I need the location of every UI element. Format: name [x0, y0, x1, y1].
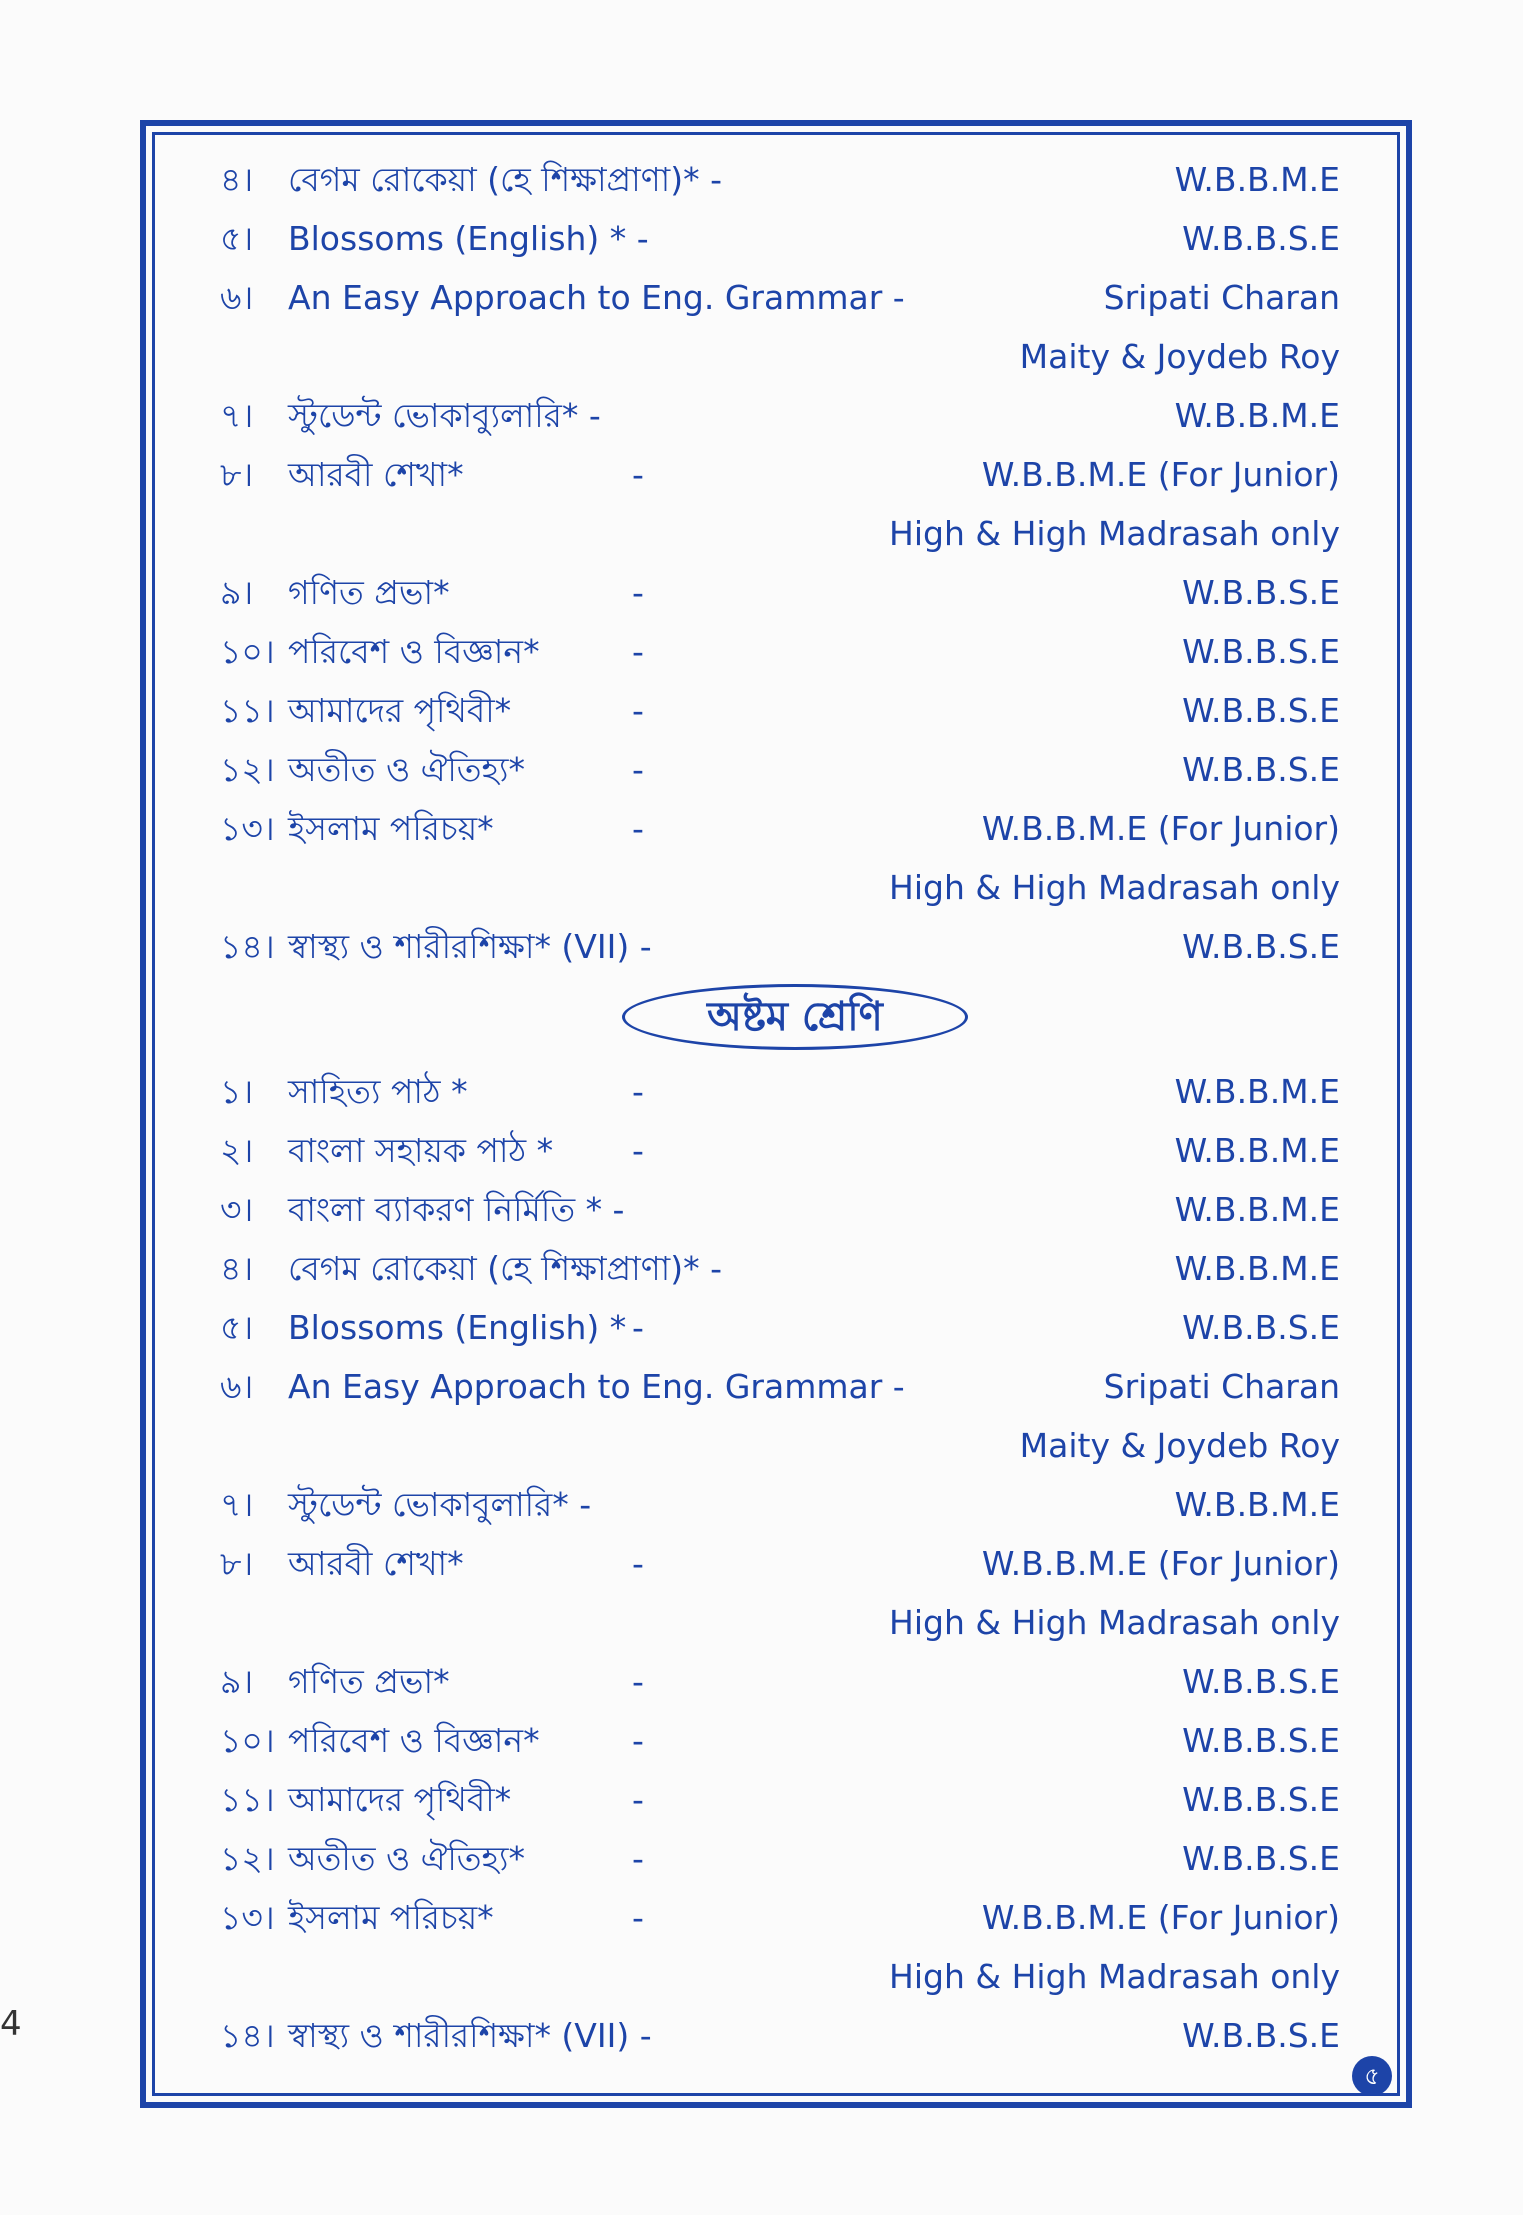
book-row — [220, 681, 1340, 740]
book-publisher: Sripati Charan — [1103, 278, 1340, 317]
book-row — [220, 1298, 1340, 1357]
book-number: ৩। — [220, 1190, 254, 1229]
book-number: ১২। — [220, 750, 275, 789]
book-publisher: W.B.B.M.E — [1174, 160, 1340, 199]
book-row-continuation — [220, 1593, 1340, 1652]
book-publisher: W.B.B.M.E — [1174, 1485, 1340, 1524]
book-row — [220, 1121, 1340, 1180]
book-number: ২। — [220, 1131, 254, 1170]
book-title: অতীত ও ঐতিহ্য* — [288, 750, 525, 789]
book-title: বাংলা সহায়ক পাঠ * — [288, 1131, 554, 1170]
book-number: ৬। — [220, 1367, 254, 1406]
book-title: আমাদের পৃথিবী* — [288, 1780, 512, 1819]
book-dash: - — [632, 809, 644, 848]
book-publisher: W.B.B.M.E (For Junior) — [981, 809, 1340, 848]
book-publisher: W.B.B.M.E — [1174, 1249, 1340, 1288]
book-title: An Easy Approach to Eng. Grammar - — [288, 278, 905, 317]
book-title: ইসলাম পরিচয়* — [288, 809, 494, 848]
book-publisher: W.B.B.S.E — [1182, 1839, 1340, 1878]
book-title: ইসলাম পরিচয়* — [288, 1898, 494, 1937]
book-row — [220, 1711, 1340, 1770]
book-title: আরবী শেখা* — [288, 1544, 464, 1583]
book-number: ৮। — [220, 455, 254, 494]
book-title: বাংলা ব্যাকরণ নির্মিতি * - — [288, 1190, 625, 1229]
book-number: ৯। — [220, 573, 254, 612]
book-publisher: W.B.B.S.E — [1182, 1780, 1340, 1819]
book-row — [220, 1829, 1340, 1888]
book-row — [220, 1888, 1340, 1947]
edge-page-number: 4 — [0, 2004, 22, 2044]
book-title: Blossoms (English) * — [288, 1308, 627, 1347]
book-number: ৪। — [220, 160, 254, 199]
book-publisher: W.B.B.M.E (For Junior) — [981, 1898, 1340, 1937]
book-row — [220, 1062, 1340, 1121]
book-publisher: W.B.B.M.E (For Junior) — [981, 455, 1340, 494]
book-row-continuation — [220, 504, 1340, 563]
book-number: ১৩। — [220, 809, 275, 848]
book-number: ১৩। — [220, 1898, 275, 1937]
book-title: স্বাস্থ্য ও শারীরশিক্ষা* (VII) - — [288, 2016, 652, 2055]
book-number: ১৪। — [220, 927, 275, 966]
book-publisher: W.B.B.S.E — [1182, 1721, 1340, 1760]
book-row — [220, 1770, 1340, 1829]
book-row — [220, 1652, 1340, 1711]
book-row — [220, 563, 1340, 622]
book-publisher: W.B.B.M.E — [1174, 1131, 1340, 1170]
book-publisher: W.B.B.S.E — [1182, 927, 1340, 966]
book-row — [220, 622, 1340, 681]
book-title: সাহিত্য পাঠ * — [288, 1072, 468, 1111]
book-number: ৫। — [220, 219, 254, 258]
book-row — [220, 1475, 1340, 1534]
book-publisher-continued: High & High Madrasah only — [889, 868, 1340, 907]
book-number: ৯। — [220, 1662, 254, 1701]
book-publisher: W.B.B.S.E — [1182, 219, 1340, 258]
book-dash: - — [632, 1131, 644, 1170]
book-dash: - — [632, 573, 644, 612]
book-title: স্টুডেন্ট ভোকাব্যুলারি* - — [288, 396, 601, 435]
book-title: আরবী শেখা* — [288, 455, 464, 494]
book-publisher: W.B.B.M.E — [1174, 1190, 1340, 1229]
book-dash: - — [632, 632, 644, 671]
book-row — [220, 740, 1340, 799]
book-row — [220, 209, 1340, 268]
book-row — [220, 1357, 1340, 1416]
book-dash: - — [632, 1662, 644, 1701]
class-seven-list — [220, 150, 1340, 976]
book-title: আমাদের পৃথিবী* — [288, 691, 512, 730]
book-row — [220, 1534, 1340, 1593]
book-row — [220, 268, 1340, 327]
book-number: ১২। — [220, 1839, 275, 1878]
book-title: অতীত ও ঐতিহ্য* — [288, 1839, 525, 1878]
book-number: ১। — [220, 1072, 254, 1111]
book-number: ৭। — [220, 1485, 254, 1524]
book-publisher: W.B.B.M.E (For Junior) — [981, 1544, 1340, 1583]
book-row — [220, 917, 1340, 976]
book-title: গণিত প্রভা* — [288, 573, 450, 612]
book-number: ৮। — [220, 1544, 254, 1583]
book-dash: - — [632, 455, 644, 494]
book-row — [220, 1180, 1340, 1239]
book-row — [220, 2006, 1340, 2065]
book-dash: - — [632, 1544, 644, 1583]
book-publisher: W.B.B.S.E — [1182, 1662, 1340, 1701]
book-row-continuation — [220, 1947, 1340, 2006]
book-publisher-continued: High & High Madrasah only — [889, 1603, 1340, 1642]
book-dash: - — [632, 1721, 644, 1760]
book-publisher: W.B.B.S.E — [1182, 632, 1340, 671]
book-publisher: W.B.B.S.E — [1182, 2016, 1340, 2055]
class-eight-list — [220, 1062, 1340, 2065]
book-number: ১৪। — [220, 2016, 275, 2055]
book-publisher: W.B.B.S.E — [1182, 573, 1340, 612]
book-row-continuation — [220, 1416, 1340, 1475]
book-publisher-continued: High & High Madrasah only — [889, 1957, 1340, 1996]
section-heading-wrap — [220, 976, 1340, 1062]
book-publisher: W.B.B.M.E — [1174, 396, 1340, 435]
book-dash: - — [632, 1780, 644, 1819]
book-dash: - — [632, 1839, 644, 1878]
book-dash: - — [632, 1898, 644, 1937]
book-title: বেগম রোকেয়া (হে শিক্ষাপ্রাণা)* - — [288, 160, 723, 199]
book-title: পরিবেশ ও বিজ্ঞান* — [288, 632, 540, 671]
book-number: ১০। — [220, 1721, 275, 1760]
book-title: গণিত প্রভা* — [288, 1662, 450, 1701]
book-publisher: W.B.B.M.E — [1174, 1072, 1340, 1111]
book-publisher: W.B.B.S.E — [1182, 750, 1340, 789]
book-number: ৭। — [220, 396, 254, 435]
book-number: ৬। — [220, 278, 254, 317]
book-publisher-continued: Maity & Joydeb Roy — [1019, 337, 1340, 376]
book-row — [220, 1239, 1340, 1298]
book-dash: - — [632, 1072, 644, 1111]
book-number: ৫। — [220, 1308, 254, 1347]
book-publisher: W.B.B.S.E — [1182, 691, 1340, 730]
page-number-badge: ৫ — [1352, 2056, 1392, 2096]
book-row — [220, 386, 1340, 445]
book-dash: - — [632, 691, 644, 730]
book-number: ১১। — [220, 1780, 275, 1819]
book-title: Blossoms (English) * - — [288, 219, 649, 258]
book-number: ১১। — [220, 691, 275, 730]
book-title: বেগম রোকেয়া (হে শিক্ষাপ্রাণা)* - — [288, 1249, 723, 1288]
book-dash: - — [632, 1308, 644, 1347]
book-title: স্টুডেন্ট ভোকাবুলারি* - — [288, 1485, 592, 1524]
book-list — [220, 150, 1340, 2065]
book-publisher-continued: High & High Madrasah only — [889, 514, 1340, 553]
book-publisher: Sripati Charan — [1103, 1367, 1340, 1406]
book-publisher: W.B.B.S.E — [1182, 1308, 1340, 1347]
book-number: ১০। — [220, 632, 275, 671]
book-row-continuation — [220, 327, 1340, 386]
book-title: An Easy Approach to Eng. Grammar - — [288, 1367, 905, 1406]
book-number: ৪। — [220, 1249, 254, 1288]
section-heading-class-eight: অষ্টম শ্রেণি — [622, 984, 968, 1050]
book-row — [220, 445, 1340, 504]
book-publisher-continued: Maity & Joydeb Roy — [1019, 1426, 1340, 1465]
book-title: পরিবেশ ও বিজ্ঞান* — [288, 1721, 540, 1760]
book-dash: - — [632, 750, 644, 789]
book-row — [220, 150, 1340, 209]
book-title: স্বাস্থ্য ও শারীরশিক্ষা* (VII) - — [288, 927, 652, 966]
book-row-continuation — [220, 858, 1340, 917]
book-row — [220, 799, 1340, 858]
